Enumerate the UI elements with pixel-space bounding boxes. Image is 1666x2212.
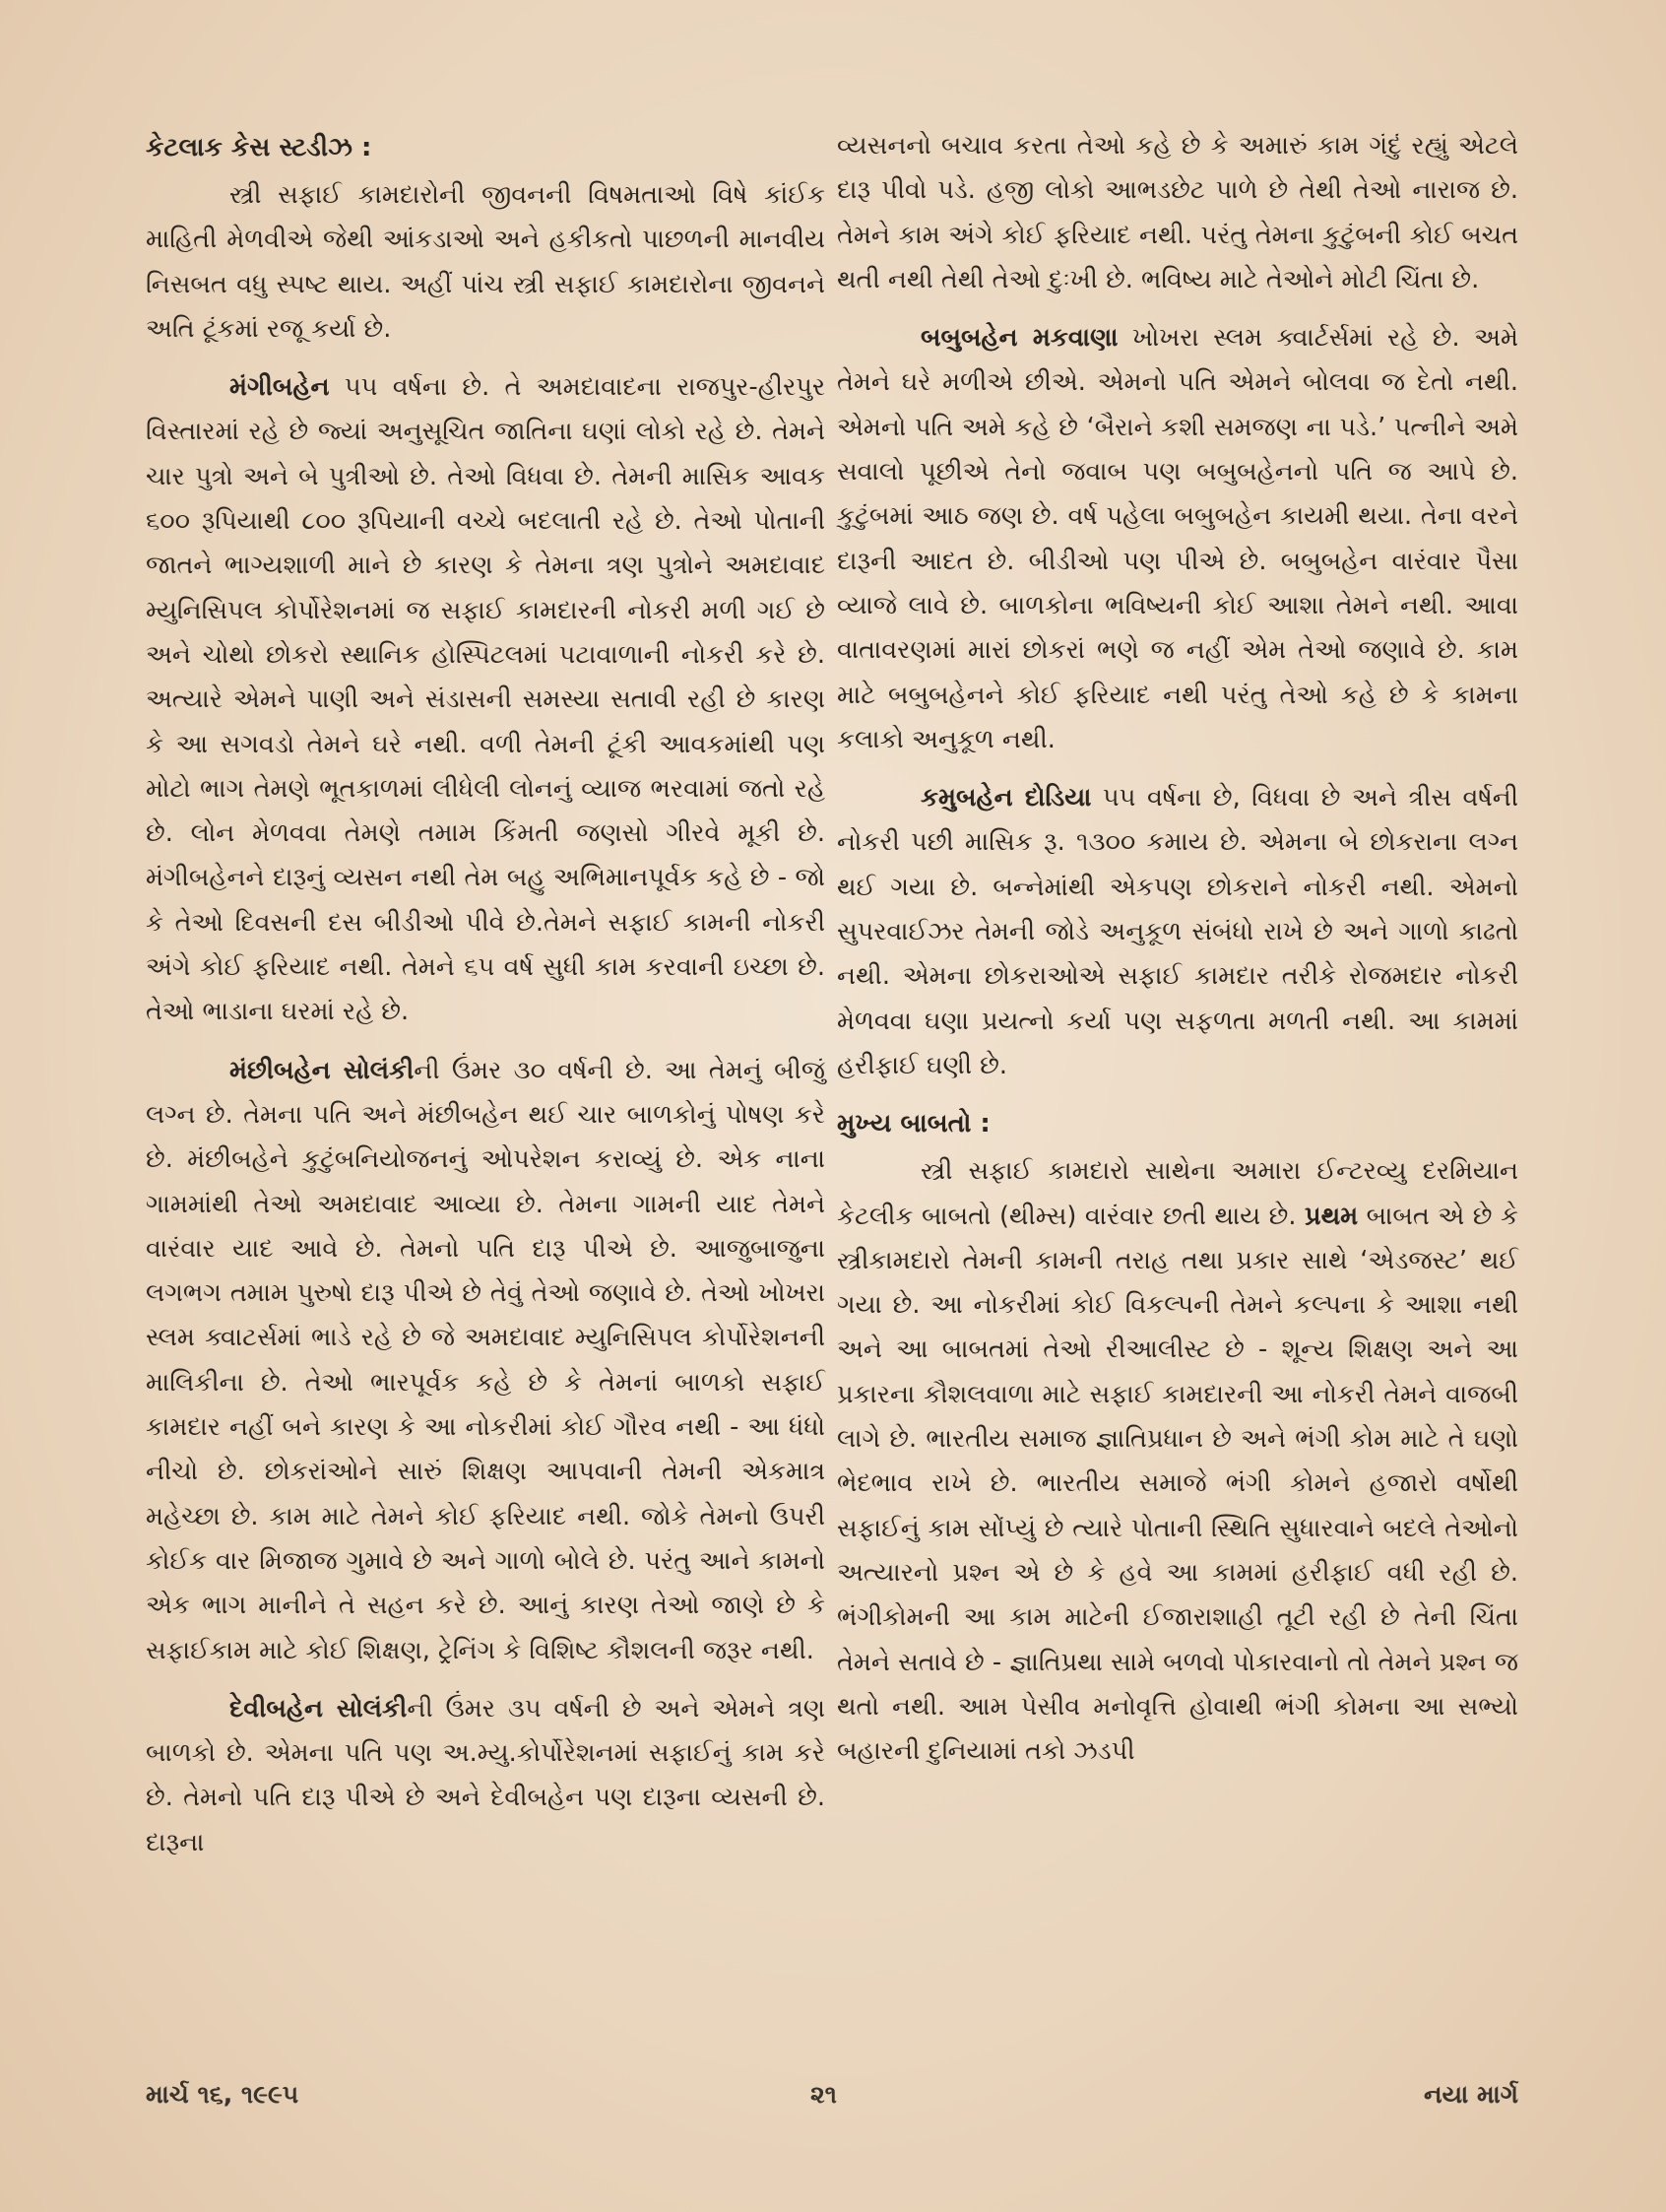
case-name: દેવીબહેન સોલંકી [229, 1693, 408, 1724]
left-column [146, 126, 825, 1865]
page-number: ૨૧ [810, 2080, 837, 2109]
case-paragraph-mangiben [146, 365, 825, 1034]
magazine-name: નયા માર્ગ [1424, 2080, 1518, 2109]
right-column [837, 124, 1518, 1774]
case-paragraph-deviben [146, 1687, 825, 1865]
case-name: મંગીબહેન [229, 372, 330, 403]
case-text: ૫૫ વર્ષના છે, વિધવા છે અને ત્રીસ વર્ષની નોકરી પછી માસિક રૂ. ૧૩૦૦ કમાય છે. એમના બે છોકરાના લગ્ન થઈ ગયા છે. બન્નેમાંથી એકપણ છોકરાને નોકરી નથી. એમનો સુપરવાઈઝર તેમની જોડે અનુકૂળ સંબંધો રાખે છે અને ગાળો કાઢતો નથી. એમના છોકરાઓએ સફાઈ કામદાર તરીકે રોજમદાર નોકરી મેળવવા ઘણા પ્રયત્નો કર્યા પણ સફળતા મળતી નથી. આ કામમાં હરીફાઈ ઘણી છે. [837, 783, 1518, 1080]
case-name: કમુબહેન દોડિયા [921, 783, 1092, 813]
case-name: બબુબહેન મકવાણા [921, 323, 1119, 354]
main-points-text: સ્ત્રી સફાઈ કામદારો સાથેના અમારા ઈન્ટરવ્યુ દરમિયાન કેટલીક બાબતો (થીમ્સ) વારંવાર છતી થાય છે. [837, 1156, 1518, 1231]
case-paragraph-kamuben [837, 776, 1518, 1088]
case-name: મંછીબહેન સોલંકી [229, 1055, 415, 1085]
intro-paragraph: સ્ત્રી સફાઈ કામદારોની જીવનની વિષમતાઓ વિષે કાંઈક માહિતી મેળવીએ જેથી આંકડાઓ અને હકીકતો પાછળની માનવીય નિસબત વધુ સ્પષ્ટ થાય. અહીં પાંચ સ્ત્રી સફાઈ કામદારોના જીવનને અતિ ટૂંકમાં રજૂ કર્યા છે. [146, 180, 825, 344]
case-text: ખોખરા સ્લમ ક્વાર્ટર્સમાં રહે છે. અમે તેમને ઘરે મળીએ છીએ. એમનો પતિ એમને બોલવા જ દેતો નથી. એમનો પતિ અમે કહે છે ‘બૈરાને કશી સમજણ ના પડે.’ પત્નીને અમે સવાલો પૂછીએ તેનો જવાબ પણ બબુબહેનનો પતિ જ આપે છે. કુટુંબમાં આઠ જણ છે. વર્ષ પહેલા બબુબહેન કાયમી થયા. તેના વરને દારૂની આદત છે. બીડીઓ પણ પીએ છે. બબુબહેન વારંવાર પૈસા વ્યાજે લાવે છે. બાળકોના ભવિષ્યની કોઈ આશા તેમને નથી. આવા વાતાવરણમાં મારાં છોકરાં ભણે જ નહીં એમ તેઓ જણાવે છે. કામ માટે બબુબહેનને કોઈ ફરિયાદ નથી પરંતુ તેઓ કહે છે કે કામના કલાકો અનુકૂળ નથી. [837, 323, 1519, 754]
case-paragraph-babuben [837, 316, 1518, 762]
section-heading-case-studies: કેટલાક કેસ સ્ટડીઝ : [146, 133, 372, 163]
main-points-text-cont: બાબત એ છે કે સ્ત્રીકામદારો તેમની કામની તરાહ તથા પ્રકાર સાથે ‘એડજસ્ટ’ થઈ ગયા છે. આ નોકરીમાં કોઈ વિકલ્પની તેમને કલ્પના કે આશા નથી અને આ બાબતમાં તેઓ રીઆલીસ્ટ છે - શૂન્ય શિક્ષણ અને આ પ્રકારના કૌશલવાળા માટે સફાઈ કામદારની આ નોકરી તેમને વાજબી લાગે છે. ભારતીય સમાજ જ્ઞાતિપ્રધાન છે અને ભંગી કોમ માટે તે ઘણો ભેદભાવ રાખે છે. ભારતીય સમાજે ભંગી કોમને હજારો વર્ષોથી સફાઈનું કામ સોંપ્યું છે ત્યારે પોતાની સ્થિતિ સુધારવાને બદલે તેઓનો અત્યારનો પ્રશ્ન એ છે કે હવે આ કામમાં હરીફાઈ વધી રહી છે. ભંગીકોમની આ કામ માટેની ઈજારાશાહી તૂટી રહી છે તેની ચિંતા તેમને સતાવે છે - જ્ઞાતિપ્રથા સામે બળવો પોકારવાનો તો તેમને પ્રશ્ન જ થતો નથી. આમ પેસીવ મનોવૃત્તિ હોવાથી ભંગી કોમના આ સભ્યો બહારની દુનિયામાં તકો ઝડપી [837, 1201, 1518, 1767]
footer-date: માર્ચ ૧૬, ૧૯૯૫ [146, 2080, 299, 2109]
section-heading-main-points: મુખ્ય બાબતો : [837, 1109, 991, 1139]
case-text: ની ઉંમર ૩૫ વર્ષની છે અને એમને ત્રણ બાળકો છે. એમના પતિ પણ અ.મ્યુ.કોર્પોરેશનમાં સફાઈનું કામ કરે છે. તેમનો પતિ દારૂ પીએ છે અને દેવીબહેન પણ દારૂના વ્યસની છે. દારૂના [146, 1693, 825, 1857]
case-text: ની ઉંમર ૩૦ વર્ષની છે. આ તેમનું બીજું લગ્ન છે. તેમના પતિ અને મંછીબહેન થઈ ચાર બાળકોનું પોષણ કરે છે. મંછીબહેને કુટુંબનિયોજનનું ઓપરેશન કરાવ્યું છે. એક નાના ગામમાંથી તેઓ અમદાવાદ આવ્યા છે. તેમના ગામની યાદ તેમને વારંવાર યાદ આવે છે. તેમનો પતિ દારૂ પીએ છે. આજુબાજુના લગભગ તમામ પુરુષો દારૂ પીએ છે તેવું તેઓ જણાવે છે. તેઓ ખોખરા સ્લમ ક્વાટર્સમાં ભાડે રહે છે જે અમદાવાદ મ્યુનિસિપલ કોર્પોરેશનની માલિકીના છે. તેઓ ભારપૂર્વક કહે છે કે તેમનાં બાળકો સફાઈ કામદાર નહીં બને કારણ કે આ નોકરીમાં કોઈ ગૌરવ નથી - આ ધંધો નીચો છે. છોકરાંઓને સારું શિક્ષણ આપવાની તેમની એકમાત્ર મહેચ્છા છે. કામ માટે તેમને કોઈ ફરિયાદ નથી. જોકે તેમનો ઉપરી કોઈક વાર મિજાજ ગુમાવે છે અને ગાળો બોલે છે. પરંતુ આને કામનો એક ભાગ માનીને તે સહન કરે છે. આનું કારણ તેઓ જાણે છે કે સફાઈકામ માટે કોઈ શિક્ષણ, ટ્રેનિંગ કે વિશિષ્ટ કૌશલની જરૂર નથી. [146, 1055, 825, 1665]
case-text: ૫૫ વર્ષના છે. તે અમદાવાદના રાજપુર-હીરપુર વિસ્તારમાં રહે છે જ્યાં અનુસૂચિત જાતિના ઘણાં લોકો રહે છે. તેમને ચાર પુત્રો અને બે પુત્રીઓ છે. તેઓ વિધવા છે. તેમની માસિક આવક ૬૦૦ રૂપિયાથી ૮૦૦ રૂપિયાની વચ્ચે બદલાતી રહે છે. તેઓ પોતાની જાતને ભાગ્યશાળી માને છે કારણ કે તેમના ત્રણ પુત્રોને અમદાવાદ મ્યુનિસિપલ કોર્પોરેશનમાં જ સફાઈ કામદારની નોકરી મળી ગઈ છે અને ચોથો છોકરો સ્થાનિક હોસ્પિટલમાં પટાવાળાની નોકરી કરે છે. અત્યારે એમને પાણી અને સંડાસની સમસ્યા સતાવી રહી છે કારણ કે આ સગવડો તેમને ઘરે નથી. વળી તેમની ટૂંકી આવકમાંથી પણ મોટો ભાગ તેમણે ભૂતકાળમાં લીધેલી લોનનું વ્યાજ ભરવામાં જતો રહે છે. લોન મેળવવા તેમણે તમામ કિંમતી જણસો ગીરવે મૂકી છે. મંગીબહેનને દારૂનું વ્યસન નથી તેમ બહુ અભિમાનપૂર્વક કહે છે - જો કે તેઓ દિવસની દસ બીડીઓ પીવે છે.તેમને સફાઈ કામની નોકરી અંગે કોઈ ફરિયાદ નથી. તેમને ૬૫ વર્ષ સુધી કામ કરવાની ઇચ્છા છે. તેઓ ભાડાના ઘરમાં રહે છે. [146, 372, 825, 1027]
main-points-first: પ્રથમ [1305, 1201, 1359, 1231]
case-paragraph-manchhiben [146, 1049, 825, 1673]
case-paragraph-deviben-continued: વ્યસનનો બચાવ કરતા તેઓ કહે છે કે અમારું કામ ગંદું રહ્યું એટલે દારૂ પીવો પડે. હજી લોકો આભડછેટ પાળે છે તેથી તેઓ નારાજ છે. તેમને કામ અંગે કોઈ ફરિયાદ નથી. પરંતુ તેમના કુટુંબની કોઈ બચત થતી નથી તેથી તેઓ દુઃખી છે. ભવિષ્ય માટે તેઓને મોટી ચિંતા છે. [837, 131, 1518, 294]
main-points-paragraph [837, 1149, 1518, 1774]
